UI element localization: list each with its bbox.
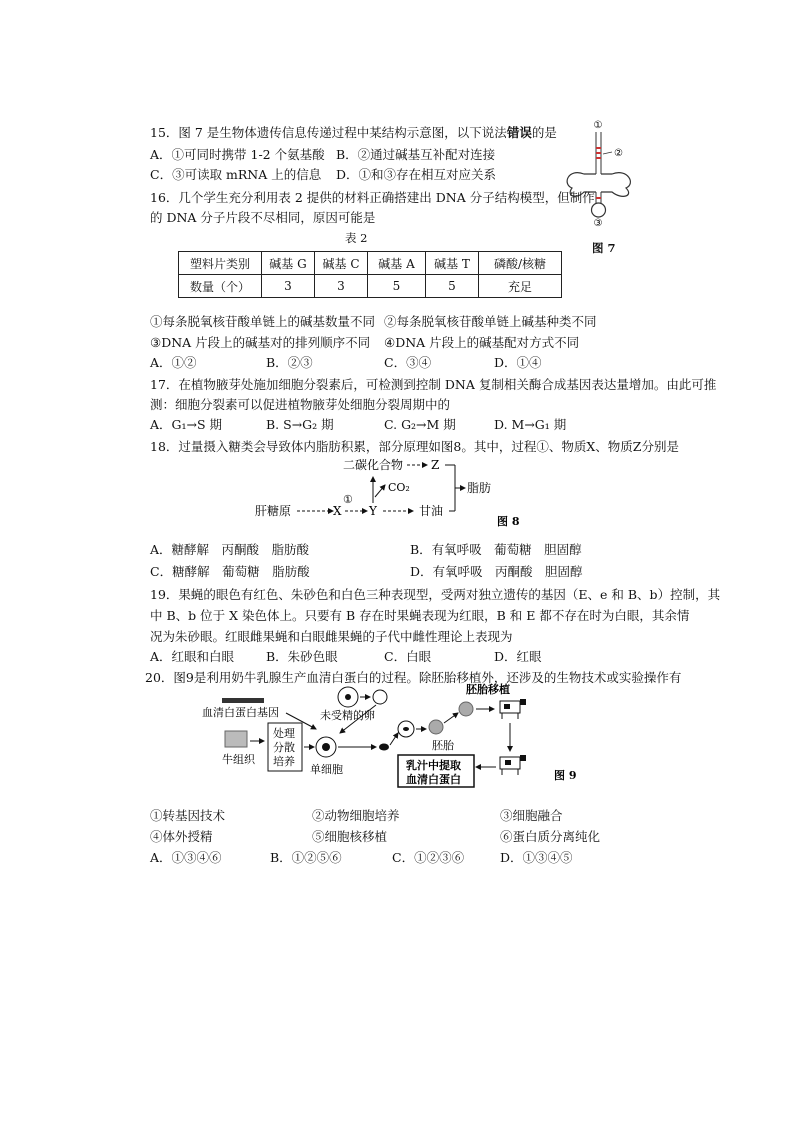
q18-option-d: D．有氧呼吸 丙酮酸 胆固醇 [410,564,583,579]
process-1-label: ① [343,493,353,506]
table-2-title: 表 2 [345,231,368,245]
q19-option-d: D．红眼 [494,649,542,664]
trna-mark-3: ③ [593,218,603,228]
enucleated-egg-icon [373,690,387,704]
table-cell: 碱基 A [368,252,426,275]
table-cell: 5 [426,275,479,298]
substance-z-label: Z [431,458,440,472]
q19-option-c: C．白眼 [384,649,432,664]
cattle-tissue-label: 牛组织 [222,753,255,766]
substance-y-label: Y [369,504,377,518]
table-cell: 碱基 C [315,252,368,275]
q17-option-c: C. G₂→M 期 [384,417,456,432]
q16-option-c: C．③④ [384,355,432,370]
q15-option-d: D．①和③存在相互对应关系 [336,167,497,182]
table-cell: 3 [262,275,315,298]
q15-stem: 15．图 7 是生物体遗传信息传递过程中某结构示意图，以下说法错误的是 [150,125,557,140]
cattle-tissue-icon [225,731,247,747]
table-cell: 磷酸/核糖 [479,252,562,275]
figure-8-label: 图 8 [497,515,520,528]
table-cell: 数量（个） [179,275,262,298]
process-step-2: 分散 [273,741,295,754]
unfertilized-egg-label: 未受精的卵 [320,709,375,722]
q20-option-a: A．①③④⑥ [150,850,222,865]
embryo-label: 胚胎 [432,739,454,752]
q16-option-a: A．①② [150,355,197,370]
q17-stem-line1: 17．在植物腋芽处施加细胞分裂素后，可检测到控制 DNA 复制相关酶合成基因表达量增加。由此可推 [150,377,717,392]
table-cell: 碱基 G [262,252,315,275]
trna-figure [548,118,648,228]
q20-item-6: ⑥蛋白质分离纯化 [500,829,601,844]
co2-label: CO₂ [388,481,410,494]
substance-x-label: X [333,504,342,518]
q18-option-c: C．糖酵解 葡萄糖 脂肪酸 [150,564,310,579]
table-cell: 3 [315,275,368,298]
liver-glycogen-label: 肝糖原 [255,504,292,518]
q17-option-d: D. M→G₁ 期 [494,417,567,432]
q19-stem-line1: 19．果蝇的眼色有红色、朱砂色和白色三种表现型，受两对独立遗传的基因（E、e 和 B、b）控制，其 [150,587,721,602]
q16-item-4: ④DNA 片段上的碱基配对方式不同 [384,335,580,350]
gene-bar-icon [222,698,264,703]
q20-item-2: ②动物细胞培养 [312,808,400,823]
table-cell: 5 [368,275,426,298]
q19-stem-line2: 中 B、b 位于 X 染色体上。只要有 B 存在时果蝇表现为红眼，B 和 E 都不存在时为白眼，其余情 [150,608,690,623]
q15-option-a: A．①可同时携带 1-2 个氨基酸 [150,147,325,162]
q16-item-3: ③DNA 片段上的碱基对的排列顺序不同 [150,335,371,350]
q17-option-b: B. S→G₂ 期 [266,417,334,432]
two-carbon-compound-label: 二碳化合物 [343,458,404,472]
q20-option-d: D．①③④⑤ [500,850,573,865]
extract-label-line2: 血清白蛋白 [406,773,461,786]
q18-option-b: B．有氧呼吸 葡萄糖 胆固醇 [410,542,582,557]
q20-option-b: B．①②⑤⑥ [270,850,342,865]
q20-item-3: ③细胞融合 [500,808,563,823]
process-step-3: 培养 [273,755,295,768]
q20-stem: 20．图9是利用奶牛乳腺生产血清白蛋白的过程。除胚胎移植外，还涉及的生物技术或实验操作有 [145,670,682,685]
table-cell: 充足 [479,275,562,298]
figure-9-diagram [200,683,600,795]
fused-cell-icon [379,744,389,751]
trna-mark-2: ② [614,148,623,159]
single-cell-label: 单细胞 [310,763,343,776]
table-row [179,275,562,298]
fat-label: 脂肪 [467,481,492,495]
embryo-transfer-label: 胚胎移植 [466,683,510,696]
cow-icon [500,755,526,775]
table-cell: 碱基 T [426,252,479,275]
q20-item-4: ④体外授精 [150,829,213,844]
q17-option-a: A．G₁→S 期 [150,417,223,432]
glycerol-label: 甘油 [419,504,444,518]
figure-8-diagram [255,455,555,530]
embryo-icon [429,720,443,734]
q17-stem-line2: 测：细胞分裂素可以促进植物腋芽处细胞分裂周期中的 [150,397,451,412]
q16-option-d: D．①④ [494,355,542,370]
figure-7-label: 图 7 [592,241,616,255]
q15-option-c: C．③可读取 mRNA 上的信息 [150,167,322,182]
q20-item-5: ⑤细胞核移植 [312,829,388,844]
q15-option-b: B．②通过碱基互补配对连接 [336,147,496,162]
q18-stem: 18．过量摄入糖类会导致体内脂肪积累，部分原理如图8。其中，过程①、物质X、物质Z分别是 [150,439,679,454]
q16-option-b: B．②③ [266,355,313,370]
q19-option-a: A．红眼和白眼 [150,649,235,664]
table-header-row [179,252,562,275]
q16-stem-line2: 的 DNA 分子片段不尽相同，原因可能是 [150,210,376,225]
extract-label-line1: 乳汁中提取 [406,759,461,772]
embryo-transfer-icon [459,702,473,716]
q16-stem-line1: 16．几个学生充分利用表 2 提供的材料正确搭建出 DNA 分子结构模型，但制作 [150,190,595,205]
q20-option-c: C．①②③⑥ [392,850,465,865]
q18-option-a: A．糖酵解 丙酮酸 脂肪酸 [150,542,310,557]
figure-9-label: 图 9 [554,769,577,782]
cow-icon [500,699,526,719]
q16-item-2: ②每条脱氧核苷酸单链上碱基种类不同 [384,314,597,329]
q19-option-b: B．朱砂色眼 [266,649,338,664]
table-cell: 塑料片类别 [179,252,262,275]
albumin-gene-label: 血清白蛋白基因 [202,706,279,719]
trna-mark-1: ① [593,120,603,131]
q20-item-1: ①转基因技术 [150,808,226,823]
q16-item-1: ①每条脱氧核苷酸单链上的碱基数量不同 [150,314,376,329]
table-2 [178,251,562,298]
process-step-1: 处理 [273,727,295,740]
q19-stem-line3: 况为朱砂眼。红眼雌果蝇和白眼雌果蝇的子代中雌性理论上表现为 [150,629,513,644]
